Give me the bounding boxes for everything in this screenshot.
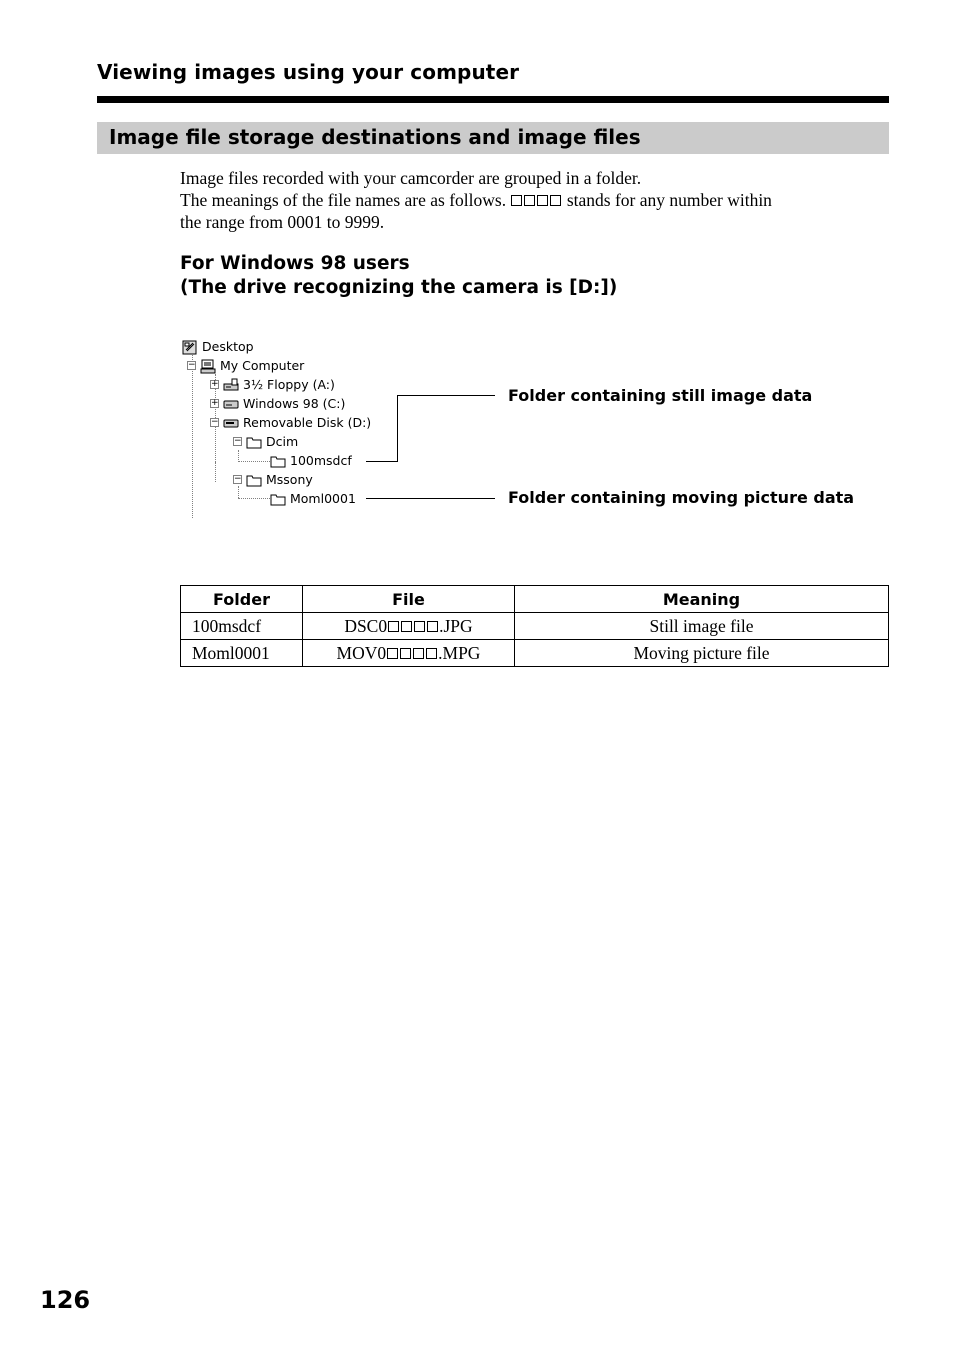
collapse-icon[interactable]: − bbox=[188, 359, 196, 370]
tree-item-my-computer[interactable] bbox=[187, 356, 304, 374]
tree-item-mssony[interactable] bbox=[233, 470, 313, 488]
page-header-title: Viewing images using your computer bbox=[97, 60, 520, 84]
tree-line bbox=[238, 461, 270, 462]
expand-icon[interactable]: + bbox=[211, 397, 219, 408]
file-prefix: MOV0 bbox=[336, 642, 387, 663]
tree-label: Desktop bbox=[202, 338, 254, 354]
page-number: 126 bbox=[40, 1286, 91, 1314]
body-line-3: the range from 0001 to 9999. bbox=[180, 212, 385, 232]
folder-icon bbox=[270, 492, 286, 505]
tree-label: 3½ Floppy (A:) bbox=[243, 376, 335, 392]
file-table bbox=[180, 585, 889, 667]
callout-moving-picture: Folder containing moving picture data bbox=[508, 488, 855, 507]
tree-label: Mssony bbox=[266, 471, 313, 487]
file-suffix: .MPG bbox=[438, 642, 481, 663]
tree-label: 100msdcf bbox=[290, 452, 352, 468]
removable-disk-icon bbox=[223, 416, 239, 429]
tree-label: Dcim bbox=[266, 433, 299, 449]
tree-label: My Computer bbox=[220, 357, 305, 373]
callout-line bbox=[366, 498, 495, 499]
collapse-icon[interactable]: − bbox=[234, 435, 242, 446]
table-row bbox=[181, 613, 889, 640]
table-row bbox=[181, 640, 889, 667]
desktop-icon bbox=[182, 340, 198, 353]
hard-drive-icon bbox=[223, 397, 239, 410]
callout-line bbox=[397, 395, 398, 462]
folder-icon bbox=[246, 473, 262, 486]
tree-item-moml0001[interactable] bbox=[270, 489, 356, 507]
tree-item-desktop[interactable] bbox=[182, 337, 254, 355]
cell-meaning: Moving picture file bbox=[515, 640, 889, 667]
placeholder-squares bbox=[386, 643, 438, 663]
table-header-row bbox=[181, 586, 889, 613]
cell-file bbox=[303, 613, 515, 640]
folder-icon bbox=[246, 435, 262, 448]
tree-label: Moml0001 bbox=[290, 490, 356, 506]
collapse-icon[interactable]: − bbox=[234, 473, 242, 484]
subheading bbox=[180, 252, 617, 300]
body-line-1: Image files recorded with your camcorder are grouped in a folder. bbox=[180, 168, 642, 188]
folder-icon bbox=[270, 454, 286, 467]
explorer-tree bbox=[178, 334, 378, 519]
tree-item-dcim[interactable] bbox=[233, 432, 298, 450]
tree-item-windows[interactable] bbox=[210, 394, 345, 412]
tree-label: Windows 98 (C:) bbox=[243, 395, 346, 411]
tree-item-100msdcf[interactable] bbox=[270, 451, 352, 469]
expand-icon[interactable]: + bbox=[211, 378, 219, 389]
column-header-meaning: Meaning bbox=[515, 586, 889, 613]
callout-line bbox=[397, 395, 495, 396]
subheading-line-1: For Windows 98 users bbox=[180, 253, 410, 274]
body-line-2b: stands for any number within bbox=[566, 190, 772, 210]
section-title: Image file storage destinations and image files bbox=[109, 125, 641, 149]
cell-folder: 100msdcf bbox=[181, 613, 303, 640]
tree-line bbox=[238, 498, 270, 499]
computer-icon bbox=[200, 359, 216, 372]
section-bar bbox=[97, 122, 889, 154]
header-rule bbox=[97, 96, 889, 103]
column-header-folder: Folder bbox=[181, 586, 303, 613]
column-header-file: File bbox=[303, 586, 515, 613]
cell-file bbox=[303, 640, 515, 667]
file-prefix: DSC0 bbox=[344, 615, 388, 636]
callout-still-image: Folder containing still image data bbox=[508, 386, 813, 405]
subheading-line-2: (The drive recognizing the camera is [D:]) bbox=[180, 277, 618, 298]
cell-meaning: Still image file bbox=[515, 613, 889, 640]
cell-folder: Moml0001 bbox=[181, 640, 303, 667]
body-line-2a: The meanings of the file names are as follows. bbox=[180, 190, 507, 210]
body-line-2 bbox=[180, 189, 880, 211]
placeholder-squares bbox=[387, 616, 439, 636]
file-suffix: .JPG bbox=[439, 615, 473, 636]
callout-line bbox=[366, 461, 398, 462]
tree-line bbox=[192, 355, 193, 518]
collapse-icon[interactable]: − bbox=[211, 416, 219, 427]
tree-item-removable-disk[interactable] bbox=[210, 413, 371, 431]
floppy-drive-icon bbox=[223, 378, 239, 391]
tree-item-floppy[interactable] bbox=[210, 375, 335, 393]
placeholder-squares bbox=[510, 190, 562, 210]
body-text bbox=[180, 167, 880, 233]
tree-line bbox=[215, 462, 216, 482]
tree-label: Removable Disk (D:) bbox=[243, 414, 372, 430]
